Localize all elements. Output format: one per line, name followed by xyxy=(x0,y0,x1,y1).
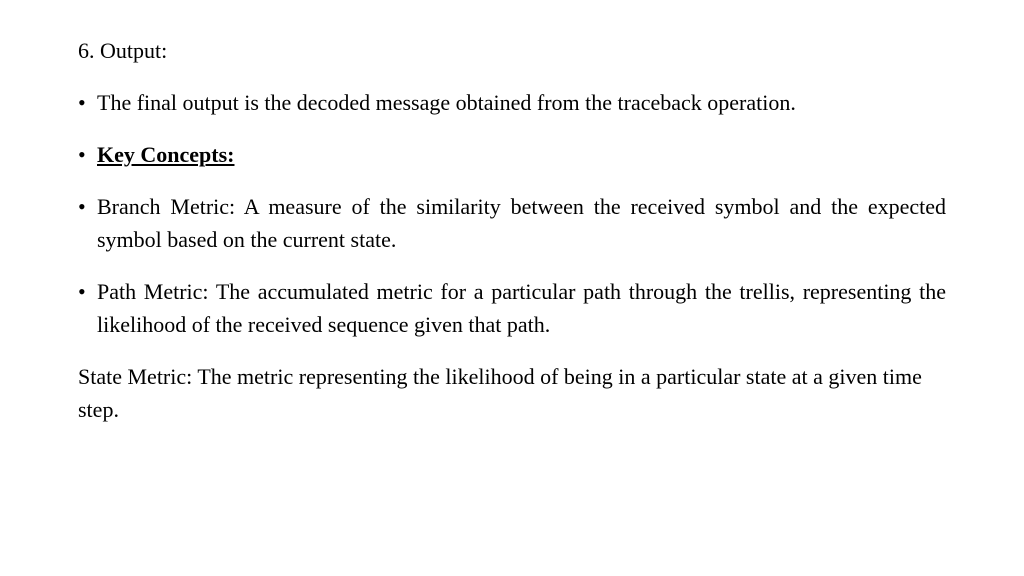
bullet-item-branch-metric xyxy=(78,190,946,256)
bullet-item-key-concepts xyxy=(78,138,946,171)
bullet-item-path-metric xyxy=(78,275,946,341)
bullet-text: The final output is the decoded message obtained from the traceback operation. xyxy=(97,90,796,115)
bullet-item-final-output xyxy=(78,86,946,119)
bullet-text: Branch Metric: A measure of the similarity between the received symbol and the expected symbol based on the current state. xyxy=(97,194,946,252)
bullet-marker: • xyxy=(78,90,86,115)
slide-content xyxy=(78,34,946,426)
bullet-marker: • xyxy=(78,142,86,167)
section-heading: 6. Output: xyxy=(78,38,168,63)
key-concepts-label: Key Concepts: xyxy=(97,142,235,167)
state-metric-paragraph: State Metric: The metric representing the likelihood of being in a particular state at a given time step. xyxy=(78,364,922,422)
bullet-marker: • xyxy=(78,279,86,304)
bullet-marker: • xyxy=(78,194,86,219)
bullet-text: Path Metric: The accumulated metric for a particular path through the trellis, representing the likelihood of the received sequence given that path. xyxy=(97,279,946,337)
